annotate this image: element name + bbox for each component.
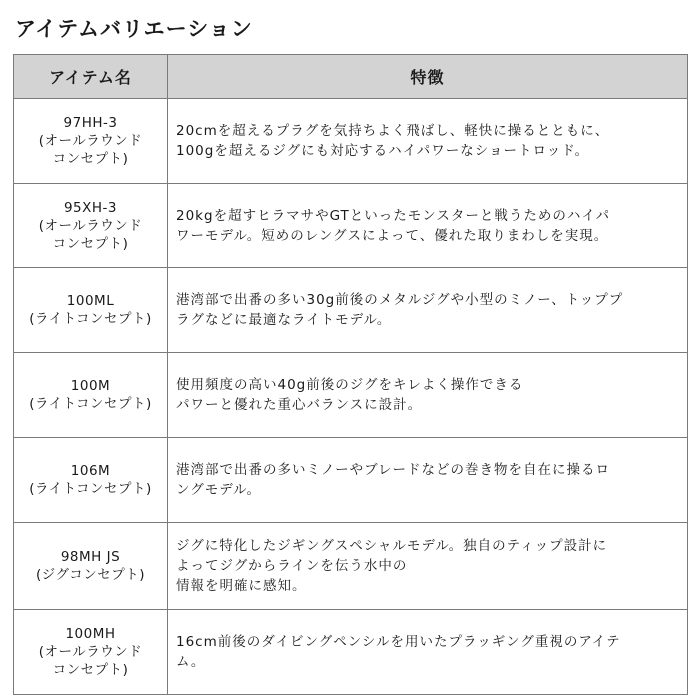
- table-row: [14, 268, 688, 353]
- item-name-cell: 97HH-3 (オールラウンド コンセプト): [14, 99, 168, 184]
- table-row: [14, 183, 688, 268]
- item-feature-cell: 20kgを超すヒラマサやGTといったモンスターと戦うためのハイパ ワーモデル。短めのレングスによって、優れた取りまわしを実現。: [168, 183, 688, 268]
- table-row: [14, 437, 688, 522]
- table-row: [14, 353, 688, 438]
- item-feature-cell: ジグに特化したジギングスペシャルモデル。独自のティップ設計に よってジグからラインを伝う水中の 情報を明確に感知。: [168, 522, 688, 610]
- table-row: [14, 522, 688, 610]
- item-feature-cell: 使用頻度の高い40g前後のジグをキレよく操作できる パワーと優れた重心バランスに設計。: [168, 353, 688, 438]
- table-row: [14, 99, 688, 184]
- item-name-cell: 98MH JS (ジグコンセプト): [14, 522, 168, 610]
- table-row: [14, 610, 688, 695]
- item-variations-table: [13, 54, 688, 695]
- table-header-row: [14, 55, 688, 99]
- header-feature: 特徴: [168, 55, 688, 99]
- item-name-cell: 100M (ライトコンセプト): [14, 353, 168, 438]
- item-name-cell: 106M (ライトコンセプト): [14, 437, 168, 522]
- item-name-cell: 95XH-3 (オールラウンド コンセプト): [14, 183, 168, 268]
- header-item-name: アイテム名: [14, 55, 168, 99]
- item-feature-cell: 16cm前後のダイビングペンシルを用いたプラッギング重視のアイテ ム。: [168, 610, 688, 695]
- item-name-cell: 100MH (オールラウンド コンセプト): [14, 610, 168, 695]
- item-feature-cell: 港湾部で出番の多い30g前後のメタルジグや小型のミノー、トッププ ラグなどに最適なライトモデル。: [168, 268, 688, 353]
- item-feature-cell: 港湾部で出番の多いミノーやブレードなどの巻き物を自在に操るロ ングモデル。: [168, 437, 688, 522]
- item-name-cell: 100ML (ライトコンセプト): [14, 268, 168, 353]
- item-feature-cell: 20cmを超えるプラグを気持ちよく飛ばし、軽快に操るとともに、 100gを超えるジグにも対応するハイパワーなショートロッド。: [168, 99, 688, 184]
- page-title: アイテムバリエーション: [15, 17, 253, 41]
